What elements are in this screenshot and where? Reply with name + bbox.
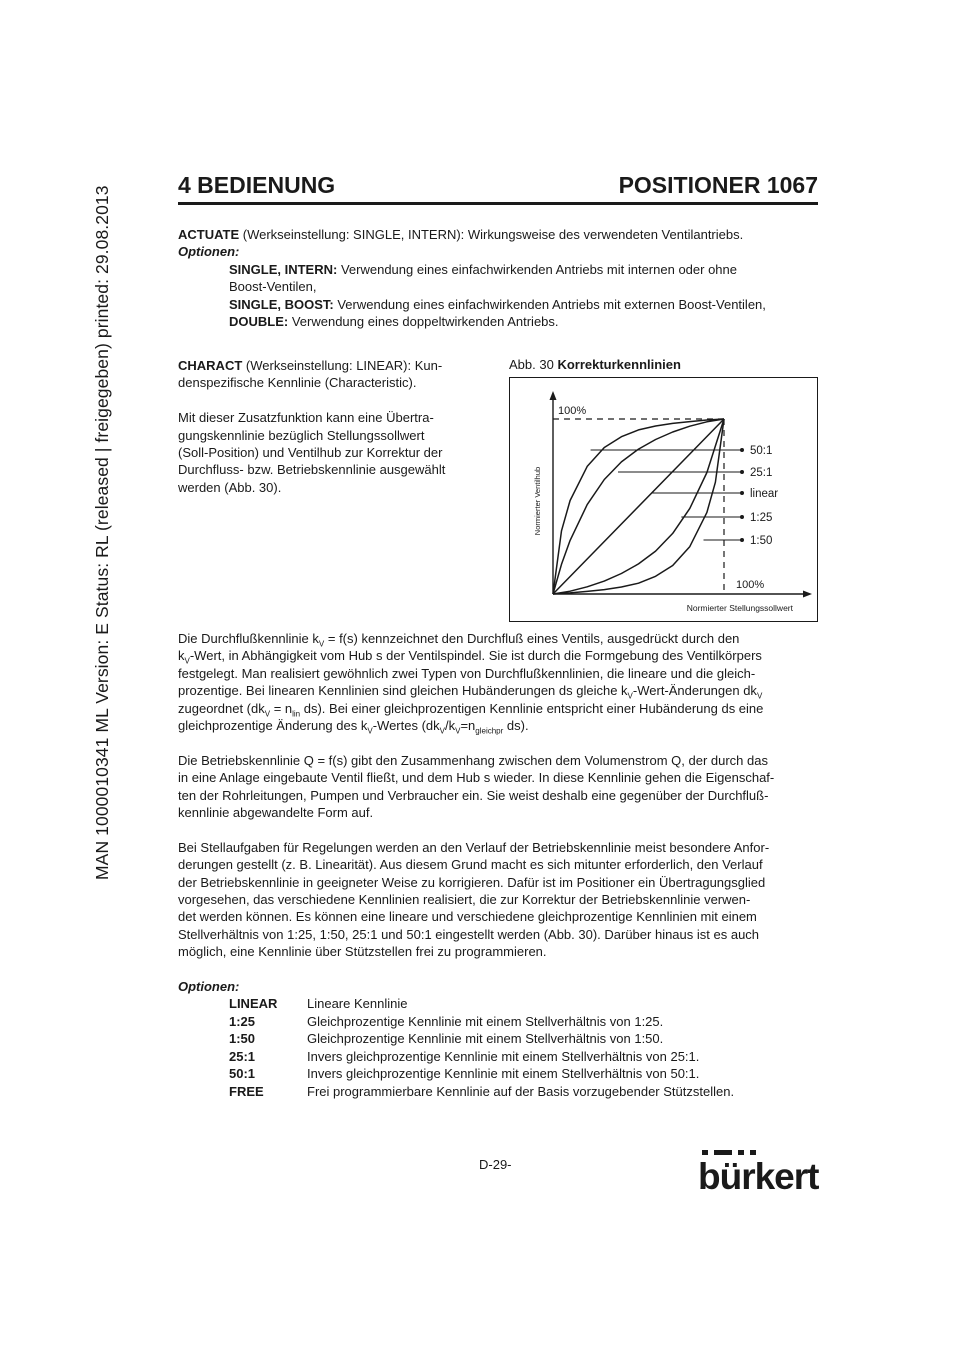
option-row: FREE Frei programmierbare Kennlinie auf der Basis vorzugebender Stützstellen.	[229, 1083, 735, 1099]
options-table	[229, 996, 734, 1102]
charact-name: CHARACT	[178, 358, 243, 373]
body-line: gleichprozentige Änderung des $k_V$-Wertes ($dk_V/k_V=n_{gleichpr}$ ds).	[178, 718, 529, 736]
option-row: 50:1 Invers gleichprozentige Kennlinie mit einem Stellverhältnis von 50:1.	[229, 1066, 700, 1082]
figure-caption: Abb. 30 Korrekturkennlinien	[509, 357, 681, 372]
body-paragraph	[178, 752, 818, 822]
body-line: $k_V$-Wert, in Abhängigkeit vom Hub s der Ventilspindel. Sie ist durch die Formgebung des Ventilkörpers	[178, 648, 762, 666]
body-line: kennlinie abgewandelte Form auf.	[178, 805, 374, 821]
body-line: der Betriebskennlinie in geeigneter Weise zu korrigieren. Dafür ist im Positioner ein Übertragungsglied	[178, 874, 766, 890]
body-text	[178, 630, 818, 978]
series-label: linear	[750, 488, 779, 500]
characteristic-chart	[509, 377, 818, 622]
charact-section: CHARACT (Werkseinstellung: LINEAR): Kun- denspezifische Kennlinie (Characteristic). Mit dieser Zusatzfunktion kann eine Übertra- gungskennlinie bezüglich Stellungssollwert (Soll-Position) und Ventilhub zur Korrektur der Durchfluss- bzw. Betriebskennlinie ausgewählt werden (Abb. 30).	[178, 358, 446, 495]
x-max-label: 100%	[736, 579, 765, 591]
body-line: vorgesehen, das verschiedene Kennlinien realisiert, die zur Korrektur der Betriebskennlinie verwen-	[178, 892, 751, 908]
actuate-options-label: Optionen:	[178, 244, 240, 260]
body-line: zugeordnet ($dk_V = n_{lin}$ ds). Bei einer gleichprozentigen Kennlinie entspricht einer Hubänderung ds eine	[178, 700, 764, 719]
series-label: 1:25	[750, 512, 773, 524]
body-paragraph	[178, 630, 818, 734]
body-line: möglich, eine Kennlinie über Stützstellen frei zu programmieren.	[178, 944, 547, 960]
series-label: 50:1	[750, 445, 773, 457]
document-status-sidebar: MAN 1000010341 ML Version: E Status: RL (released | freigegeben) printed: 29.08.2013	[92, 185, 112, 880]
body-line: det werden können. Es können eine lineare und verschiedene gleichprozentige Kennlinien mit einem	[178, 909, 757, 925]
body-paragraph	[178, 839, 818, 961]
actuate-name: ACTUATE	[178, 227, 240, 242]
x-axis-arrow	[803, 591, 812, 598]
section-title: 4 BEDIENUNG	[178, 172, 336, 198]
chart-svg	[510, 378, 817, 621]
header-rule	[178, 202, 818, 205]
body-line: in eine Anlage eingebaute Ventil fließt, und dem Hub s wieder. In diese Kennlinie gehen die Eigenschaf-	[178, 770, 775, 786]
brand-wordmark: bürkert	[698, 1156, 819, 1192]
x-axis-label: Normierter Stellungssollwert	[686, 603, 793, 613]
body-line: Die Durchflußkennlinie $k_V = f(s)$ kennzeichnet den Durchfluß eines Ventils, ausgedrückt durch den	[178, 631, 740, 649]
body-line: prozentige. Bei linearen Kennlinien sind gleichen Hubänderungen ds gleiche $k_V-Wert$-Änderungen $dk_V$	[178, 683, 763, 701]
actuate-section	[178, 226, 818, 330]
leader-dot	[740, 515, 744, 519]
series-label: 25:1	[750, 467, 773, 479]
leader-dot	[740, 448, 744, 452]
actuate-desc: (Werkseinstellung: SINGLE, INTERN): Wirkungsweise des verwendeten Ventilantriebs.	[239, 227, 744, 242]
actuate-option: DOUBLE: Verwendung eines doppeltwirkenden Antriebs.	[229, 314, 559, 330]
y-axis-arrow	[550, 391, 557, 400]
option-row: 25:1 Invers gleichprozentige Kennlinie mit einem Stellverhältnis von 25:1.	[229, 1048, 700, 1064]
burkert-logo	[698, 1148, 820, 1197]
body-line: Stellverhältnis von 1:25, 1:50, 25:1 und 50:1 eingestellt werden (Abb. 30). Darüber hinaus ist es auch	[178, 926, 760, 942]
body-line: Die Betriebskennlinie Q = f(s) gibt den Zusammenhang zwischen dem Volumenstrom Q, der durch das	[178, 752, 768, 768]
series-label: 1:50	[750, 535, 773, 547]
leader-dot	[740, 470, 744, 474]
page-header	[178, 172, 818, 199]
leader-dot	[740, 538, 744, 542]
leader-dot	[740, 491, 744, 495]
y-axis-label: Normierter Ventilhub	[533, 466, 542, 536]
options-label: Optionen:	[178, 979, 240, 994]
body-line: derungen gestellt (z. B. Linearität). Aus diesem Grund macht es sich mitunter erforderlich, den Verlauf	[178, 857, 763, 873]
option-row: LINEAR Lineare Kennlinie	[229, 996, 408, 1011]
body-line: festgelegt. Man realisiert gewöhnlich zwei Typen von Durchflußkennlinien, die lineare und die gleich-	[178, 665, 756, 681]
body-line: Bei Stellaufgaben für Regelungen werden an den Verlauf der Betriebskennlinie meist besondere Anfor-	[178, 839, 770, 855]
actuate-option: SINGLE, INTERN: Verwendung eines einfachwirkenden Antriebs mit internen oder ohne	[229, 261, 737, 277]
page-number: D-29-	[479, 1157, 512, 1172]
body-line: ten der Rohrleitungen, Pumpen und Verbraucher ein. Sie weist deshalb eine gegenüber der Durchfluß-	[178, 787, 769, 803]
actuate-option: Boost-Ventilen,	[229, 279, 317, 295]
curve-linear	[553, 419, 724, 594]
actuate-option: SINGLE, BOOST: Verwendung eines einfachwirkenden Antriebs mit externen Boost-Ventilen,	[229, 296, 766, 312]
y-max-label: 100%	[558, 405, 587, 417]
option-row: 1:25 Gleichprozentige Kennlinie mit einem Stellverhältnis von 1:25.	[229, 1013, 664, 1029]
option-row: 1:50 Gleichprozentige Kennlinie mit einem Stellverhältnis von 1:50.	[229, 1031, 664, 1047]
product-title: POSITIONER 1067	[618, 172, 818, 198]
